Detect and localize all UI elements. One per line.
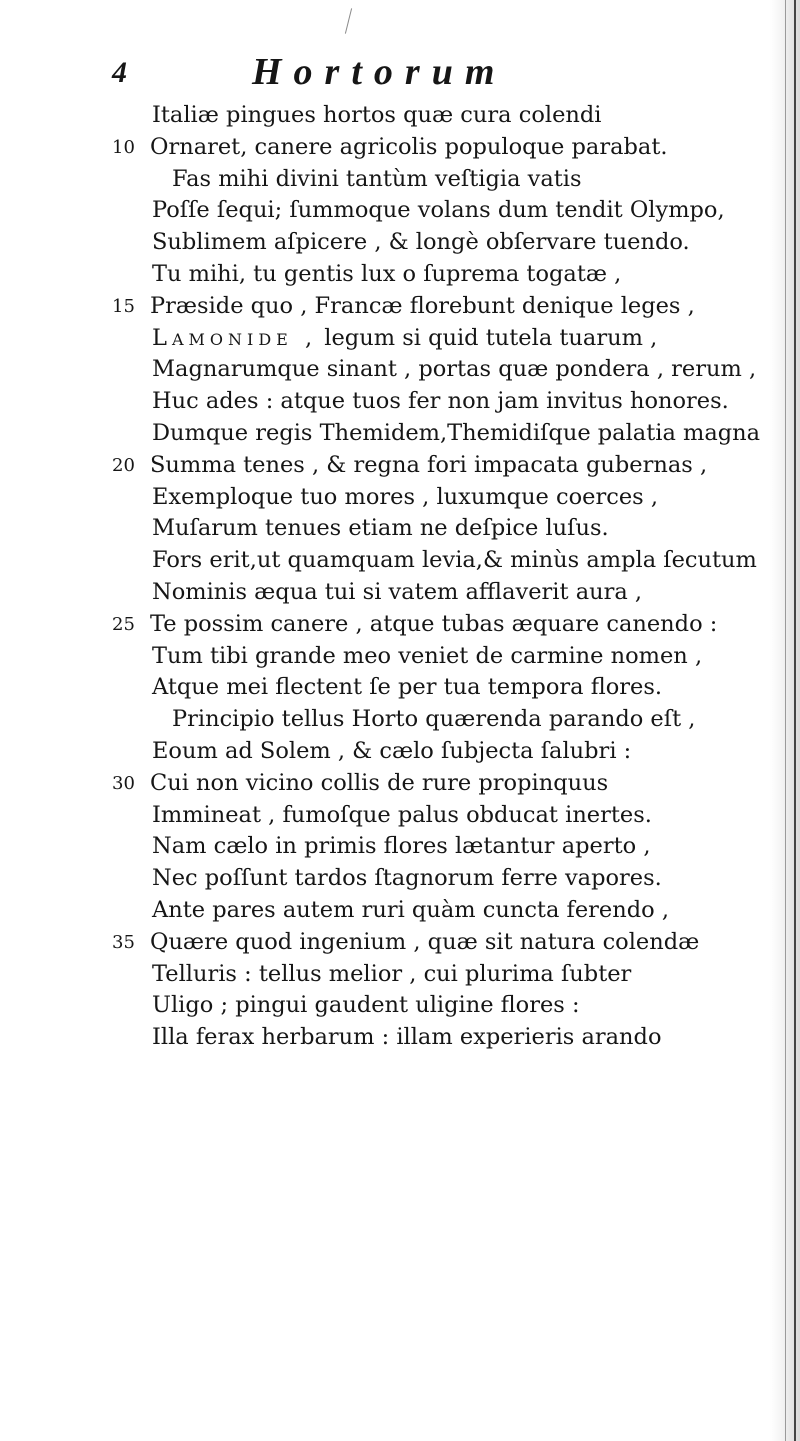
- verse-line: [0, 545, 800, 577]
- verse-text: Muſarum tenues etiam ne deſpice luſus.: [152, 515, 609, 542]
- verse-text: Magnarumque sinant , portas quæ pondera , rerum ,: [152, 356, 757, 383]
- verse-text: Fors erit,ut quamquam levia,& minùs ampla ſecutum: [152, 547, 757, 574]
- verse-line: [0, 704, 800, 736]
- verse-line: [0, 831, 800, 863]
- verse-line: [0, 959, 800, 991]
- verse-text: Sublimem aſpicere , & longè obſervare tuendo.: [152, 229, 690, 256]
- running-title: Hortorum: [252, 51, 507, 93]
- line-number: 10: [112, 136, 135, 158]
- verse-text: Te possim canere , atque tubas æquare canendo :: [150, 610, 718, 637]
- verse-line: [0, 259, 800, 291]
- page-header: [112, 50, 672, 100]
- verse-text: Exemploque tuo mores , luxumque coerces ,: [152, 483, 659, 510]
- verse-line: [0, 609, 800, 641]
- verse-line: [0, 227, 800, 259]
- paper-crease: [345, 8, 352, 33]
- verse-text: Atque mei flectent ſe per tua tempora flores.: [152, 674, 663, 701]
- verse-text: Præside quo , Francæ florebunt denique leges ,: [150, 292, 695, 319]
- verse-line: [0, 990, 800, 1022]
- verse-text: Tum tibi grande meo veniet de carmine nomen ,: [152, 642, 703, 669]
- verse-text: Huc ades : atque tuos fer non jam invitus honores.: [152, 388, 729, 415]
- line-number: 25: [112, 613, 135, 635]
- verse-text: Poſſe ſequi; ſummoque volans dum tendit Olympo,: [152, 197, 725, 224]
- verse-text: Quære quod ingenium , quæ sit natura colendæ: [150, 928, 700, 955]
- verse-text: Fas mihi divini tantùm veſtigia vatis: [172, 165, 582, 192]
- verse-text: Uligo ; pingui gaudent uligine flores :: [152, 992, 580, 1019]
- verse-line: [0, 895, 800, 927]
- verse-line: [0, 132, 800, 164]
- verse-text: Illa ferax herbarum : illam experieris arando: [152, 1024, 662, 1051]
- verse-line: [0, 386, 800, 418]
- verse-line: [0, 164, 800, 196]
- verse-text: Dumque regis Themidem,Themidiſque palatia magna: [152, 419, 761, 446]
- verse-text: Summa tenes , & regna fori impacata gubernas ,: [150, 451, 708, 478]
- dedicatee-name: Lamonide ,: [152, 324, 318, 351]
- verse-line: [0, 323, 800, 355]
- verse-line: [0, 450, 800, 482]
- verse-text: Telluris : tellus melior , cui plurima ſubter: [152, 960, 632, 987]
- verse-line: [0, 800, 800, 832]
- verse-line: [0, 672, 800, 704]
- verse-line: [0, 100, 800, 132]
- verse-text: Eoum ad Solem , & cælo ſubjecta ſalubri :: [152, 737, 632, 764]
- page-number: 4: [112, 56, 127, 89]
- verse-text: Cui non vicino collis de rure propinquus: [150, 769, 609, 796]
- verse-line: [0, 768, 800, 800]
- verse-line: [0, 863, 800, 895]
- verse-text: Nominis æqua tui si vatem afflaverit aura ,: [152, 578, 643, 605]
- verse-line: [0, 354, 800, 386]
- verse-line: [0, 291, 800, 323]
- verse-line: [0, 482, 800, 514]
- page-edge-line-inner: [785, 0, 786, 1441]
- verse-text: Ante pares autem ruri quàm cuncta ferendo ,: [152, 896, 669, 923]
- verse-text: Italiæ pingues hortos quæ cura colendi: [152, 102, 602, 128]
- verse-text: Ornaret, canere agricolis populoque parabat.: [150, 133, 668, 160]
- verse-text-rest: legum si quid tutela tuarum ,: [324, 324, 658, 351]
- verse-text: [152, 323, 657, 355]
- verse-line: [0, 195, 800, 227]
- verse-line: [0, 1022, 800, 1054]
- verse-line: [0, 736, 800, 768]
- verse-text: Principio tellus Horto quærenda parando eſt ,: [172, 706, 696, 733]
- line-number: 35: [112, 931, 135, 953]
- line-number: 30: [112, 772, 135, 794]
- verse-line: [0, 418, 800, 450]
- verse-line: [0, 513, 800, 545]
- verse-text: Tu mihi, tu gentis lux o ſuprema togatæ ,: [152, 260, 622, 287]
- verse-block: [0, 100, 800, 1054]
- verse-line: [0, 577, 800, 609]
- verse-line: [0, 641, 800, 673]
- line-number: 20: [112, 454, 135, 476]
- verse-line: [0, 927, 800, 959]
- page-edge-line: [794, 0, 796, 1441]
- line-number: 15: [112, 295, 135, 317]
- verse-text: Immineat , fumoſque palus obducat inertes.: [152, 801, 652, 828]
- verse-text: Nec poſſunt tardos ſtagnorum ferre vapores.: [152, 865, 662, 892]
- verse-text: Nam cælo in primis flores lætantur aperto ,: [152, 833, 651, 860]
